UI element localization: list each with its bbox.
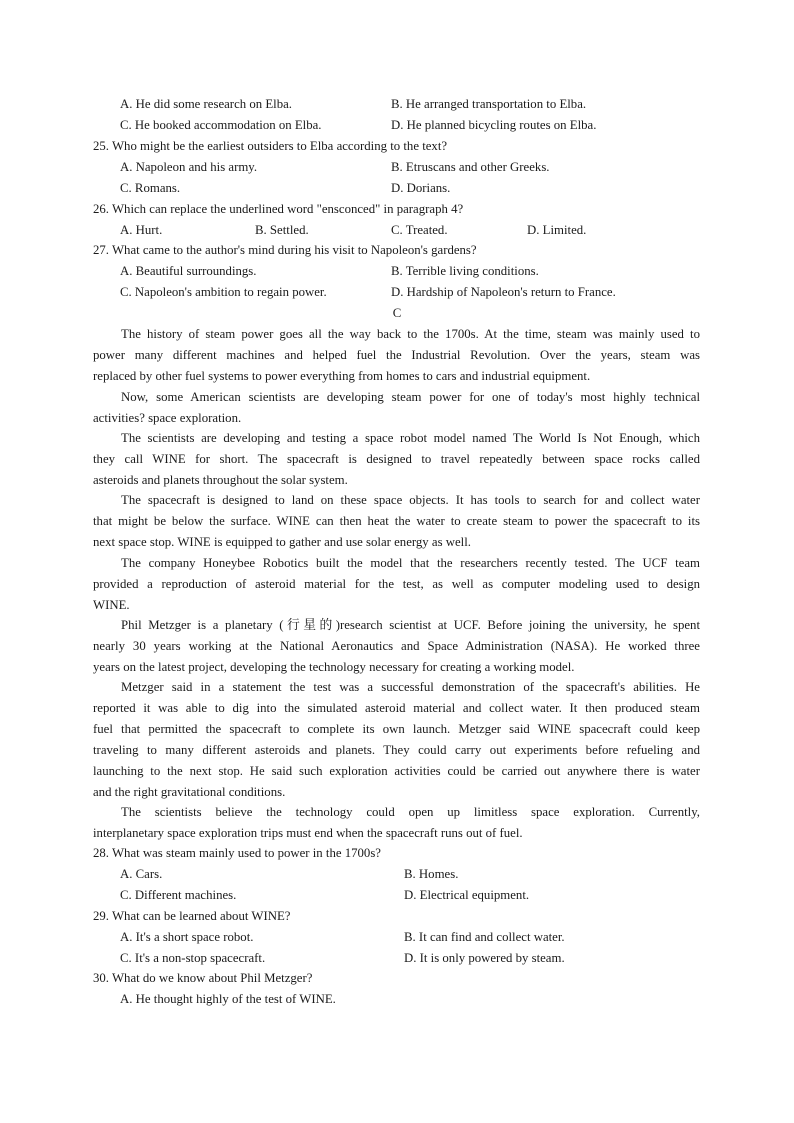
option-d: D. Electrical equipment. bbox=[404, 888, 530, 902]
paragraph-line: launching to the next stop. He said such exploration activities could be carried out anywhere there is water bbox=[93, 764, 700, 778]
q28-options-row-2 bbox=[0, 885, 794, 906]
option-c: C. Romans. bbox=[120, 181, 181, 195]
q28-options-row-1 bbox=[0, 864, 794, 885]
paragraph-line: asteroids and planets throughout the solar system. bbox=[93, 473, 348, 487]
paragraph-line: The history of steam power goes all the way back to the 1700s. At the time, steam was mainly used to bbox=[121, 327, 700, 341]
paragraph-line: next space stop. WINE is equipped to gather and use solar energy as well. bbox=[93, 535, 471, 549]
option-b: B. It can find and collect water. bbox=[404, 930, 565, 944]
passage-paragraph-2 bbox=[93, 387, 700, 429]
paragraph-line: that might be below the surface. WINE can then heat the water to create steam to power the spacecraft to its bbox=[93, 514, 700, 528]
passage-paragraph-3 bbox=[93, 428, 700, 491]
paragraph-line: The spacecraft is designed to land on these space objects. It has tools to search for and collect water bbox=[121, 493, 700, 507]
option-a: A. Beautiful surroundings. bbox=[120, 264, 257, 278]
question-27: 27. What came to the author's mind during his visit to Napoleon's gardens? bbox=[93, 243, 477, 257]
paragraph-line: The scientists are developing and testing a space robot model named The World Is Not Enough, which bbox=[121, 431, 700, 445]
option-c: C. Different machines. bbox=[120, 888, 237, 902]
paragraph-line: and the right gravitational conditions. bbox=[93, 785, 286, 799]
option-b: B. Terrible living conditions. bbox=[391, 264, 539, 278]
paragraph-line: Now, some American scientists are developing steam power for one of today's most highly technical bbox=[121, 390, 700, 404]
passage-paragraph-4 bbox=[93, 490, 700, 553]
paragraph-line: Metzger said in a statement the test was a successful demonstration of the spacecraft's abilities. He bbox=[121, 680, 700, 694]
paragraph-line: reported it was able to dig into the simulated asteroid material and collect water. It then produced steam bbox=[93, 701, 700, 715]
q29-options-row-1 bbox=[0, 927, 794, 948]
q30-options-row-1 bbox=[0, 989, 794, 1010]
section-label: C bbox=[392, 306, 402, 320]
passage-paragraph-1 bbox=[93, 324, 700, 387]
option-d: D. Dorians. bbox=[391, 181, 451, 195]
paragraph-line: fuel that permitted the spacecraft to complete its own launch. Metzger said WINE spacecraft could keep bbox=[93, 722, 700, 736]
paragraph-line: traveling to many different asteroids and planets. They could carry out experiments before refueling and bbox=[93, 743, 700, 757]
paragraph-line: interplanetary space exploration trips must end when the spacecraft runs out of fuel. bbox=[93, 826, 523, 840]
paragraph-line: they call WINE for short. The spacecraft is designed to travel repeatedly between space rocks called bbox=[93, 452, 700, 466]
option-b: B. Homes. bbox=[404, 867, 459, 881]
option-a: A. Cars. bbox=[120, 867, 163, 881]
option-b: B. Settled. bbox=[255, 223, 309, 237]
q29-options-row-2 bbox=[0, 948, 794, 969]
passage-paragraph-6 bbox=[93, 615, 700, 678]
option-d: D. Limited. bbox=[527, 223, 587, 237]
question-25: 25. Who might be the earliest outsiders to Elba according to the text? bbox=[93, 139, 448, 153]
paragraph-line: The company Honeybee Robotics built the model that the researchers recently tested. The UCF team bbox=[121, 556, 700, 570]
paragraph-line: power many different machines and helped fuel the Industrial Revolution. Over the years, steam was bbox=[93, 348, 700, 362]
question-26: 26. Which can replace the underlined word "ensconced" in paragraph 4? bbox=[93, 202, 464, 216]
q26-options-row bbox=[0, 220, 794, 241]
passage-paragraph-8 bbox=[93, 802, 700, 844]
paragraph-line: nearly 30 years working at the National Aeronautics and Space Administration (NASA). He worked three bbox=[93, 639, 700, 653]
option-b: B. He arranged transportation to Elba. bbox=[391, 97, 587, 111]
paragraph-line: replaced by other fuel systems to power everything from homes to cars and industrial equipment. bbox=[93, 369, 591, 383]
question-29: 29. What can be learned about WINE? bbox=[93, 909, 291, 923]
paragraph-line: activities? space exploration. bbox=[93, 411, 242, 425]
option-c: C. It's a non-stop spacecraft. bbox=[120, 951, 266, 965]
option-a: A. Napoleon and his army. bbox=[120, 160, 258, 174]
question-30: 30. What do we know about Phil Metzger? bbox=[93, 971, 313, 985]
option-c: C. Treated. bbox=[391, 223, 448, 237]
q25-options-row-2 bbox=[0, 178, 794, 199]
question-28: 28. What was steam mainly used to power in the 1700s? bbox=[93, 846, 381, 860]
option-a: A. He thought highly of the test of WINE. bbox=[120, 992, 336, 1006]
option-a: A. Hurt. bbox=[120, 223, 163, 237]
paragraph-line: provided a reproduction of asteroid material for the test, as well as computer modeling used to design bbox=[93, 577, 700, 591]
option-a: A. It's a short space robot. bbox=[120, 930, 254, 944]
option-d: D. He planned bicycling routes on Elba. bbox=[391, 118, 597, 132]
prev-options-row-2 bbox=[0, 115, 794, 136]
option-d: D. Hardship of Napoleon's return to France. bbox=[391, 285, 616, 299]
option-d: D. It is only powered by steam. bbox=[404, 951, 565, 965]
option-a: A. He did some research on Elba. bbox=[120, 97, 292, 111]
paragraph-line: Phil Metzger is a planetary (行星的)research scientist at UCF. Before joining the university, he spent bbox=[121, 618, 700, 632]
option-c: C. Napoleon's ambition to regain power. bbox=[120, 285, 327, 299]
prev-options-row-1 bbox=[0, 94, 794, 115]
option-c: C. He booked accommodation on Elba. bbox=[120, 118, 322, 132]
passage-paragraph-7 bbox=[93, 677, 700, 803]
q27-options-row-2 bbox=[0, 282, 794, 303]
passage-paragraph-5 bbox=[93, 553, 700, 616]
paragraph-line: years on the latest project, developing the technology necessary for creating a working model. bbox=[93, 660, 575, 674]
option-b: B. Etruscans and other Greeks. bbox=[391, 160, 550, 174]
paragraph-line: The scientists believe the technology could open up limitless space exploration. Currently, bbox=[121, 805, 700, 819]
paragraph-line: WINE. bbox=[93, 598, 130, 612]
q27-options-row-1 bbox=[0, 261, 794, 282]
q25-options-row-1 bbox=[0, 157, 794, 178]
